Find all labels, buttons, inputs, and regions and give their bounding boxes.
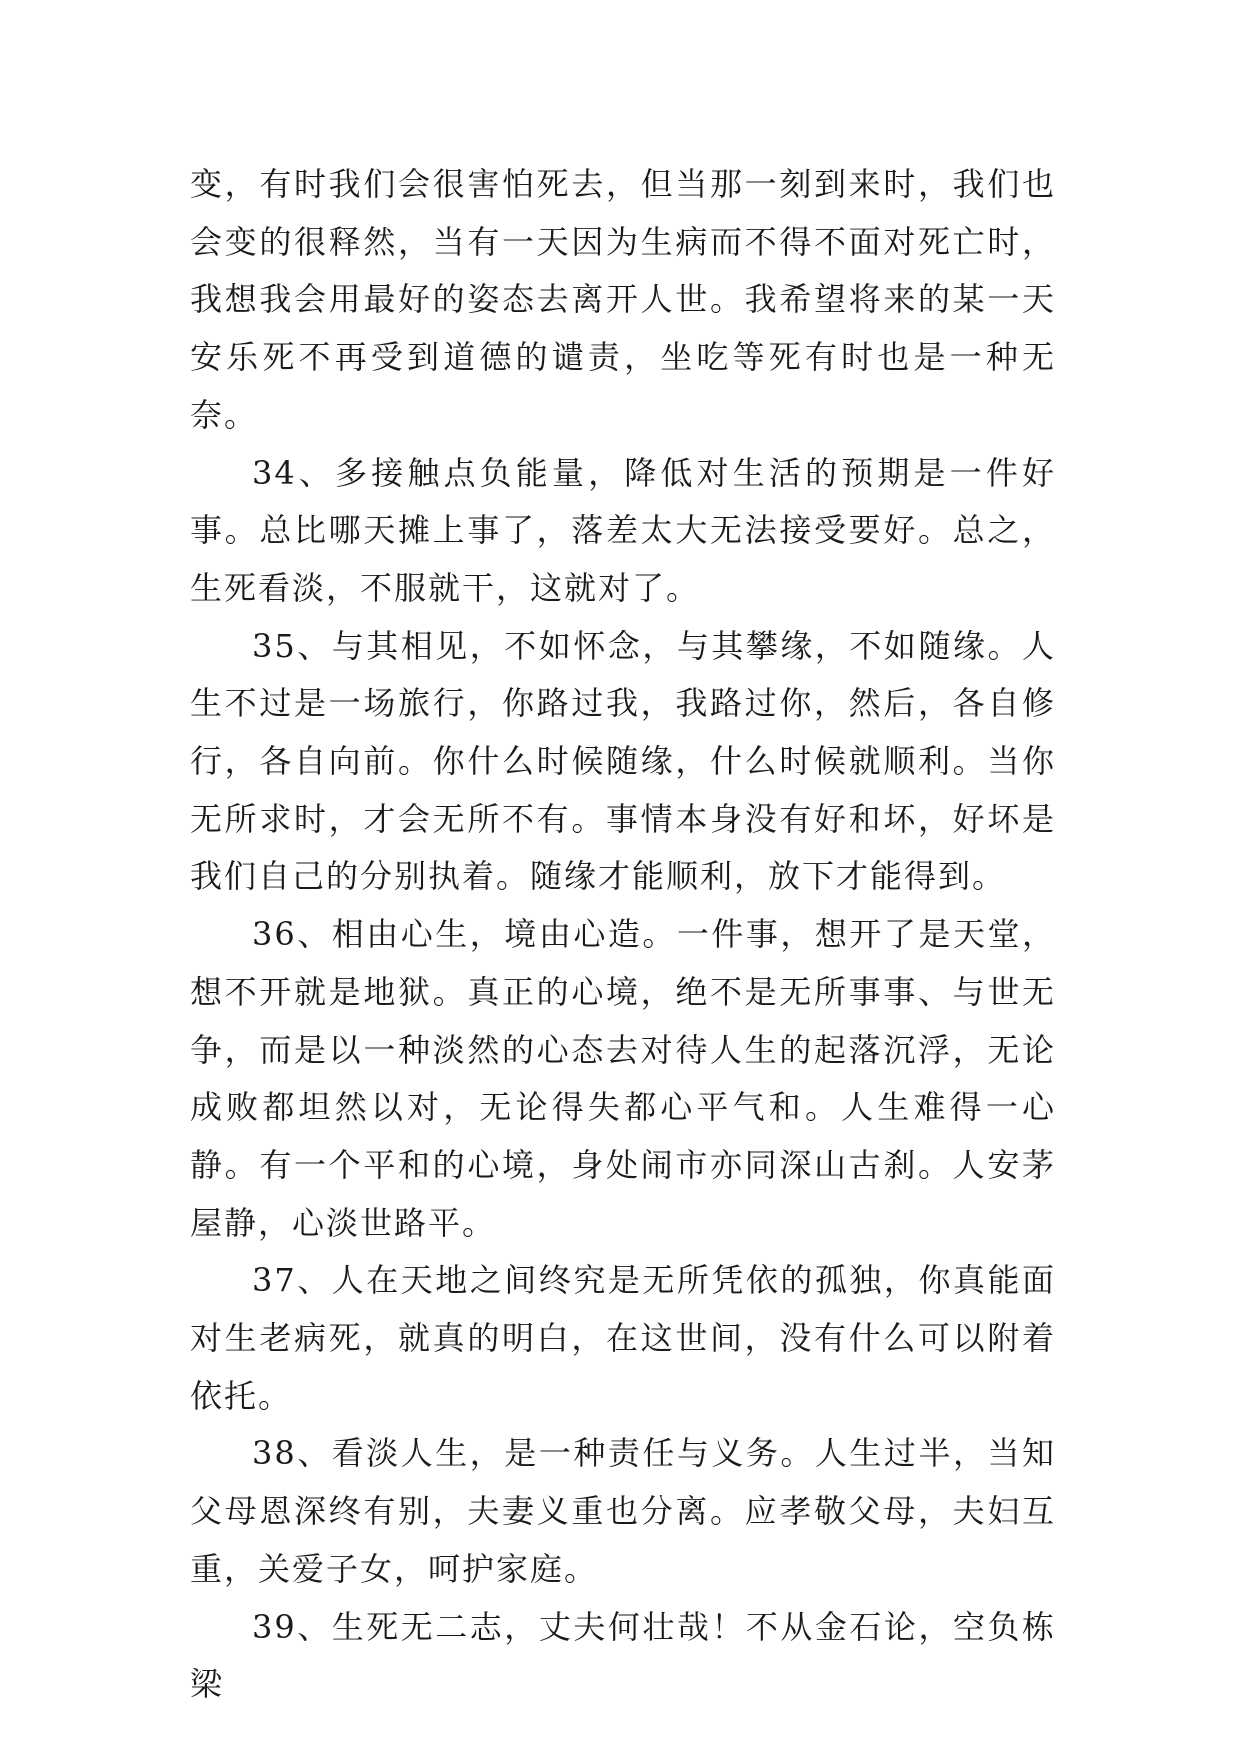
paragraph-continuation: 变，有时我们会很害怕死去，但当那一刻到来时，我们也会变的很释然，当有一天因为生病而不得不面对死亡时，我想我会用最好的姿态去离开人世。我希望将来的某一天安乐死不再受到道德的谴责，坐吃等死有时也是一种无奈。	[190, 165, 1056, 434]
paragraph-35: 35、与其相见，不如怀念，与其攀缘，不如随缘。人生不过是一场旅行，你路过我，我路过你，然后，各自修行，各自向前。你什么时候随缘，什么时候就顺利。当你无所求时，才会无所不有。事情本身没有好和坏，好坏是我们自己的分别执着。随缘才能顺利，放下才能得到。	[190, 626, 1056, 896]
paragraph-39: 39、生死无二志，丈夫何壮哉！不从金石论，空负栋梁	[190, 1607, 1056, 1704]
paragraph-36: 36、相由心生，境由心造。一件事，想开了是天堂，想不开就是地狱。真正的心境，绝不是无所事事、与世无争，而是以一种淡然的心态去对待人生的起落沉浮，无论成败都坦然以对，无论得失都心平气和。人生难得一心静。有一个平和的心境，身处闹市亦同深山古刹。人安茅屋静，心淡世路平。	[190, 915, 1056, 1242]
document-body	[190, 156, 1056, 1714]
paragraph-37: 37、人在天地之间终究是无所凭依的孤独，你真能面对生老病死，就真的明白，在这世间，没有什么可以附着依托。	[190, 1261, 1056, 1415]
paragraph-38: 38、看淡人生，是一种责任与义务。人生过半，当知父母恩深终有别，夫妻义重也分离。应孝敬父母，夫妇互重，关爱子女，呵护家庭。	[190, 1434, 1056, 1588]
paragraph-34: 34、多接触点负能量，降低对生活的预期是一件好事。总比哪天摊上事了，落差太大无法接受要好。总之，生死看淡，不服就干，这就对了。	[190, 453, 1056, 607]
